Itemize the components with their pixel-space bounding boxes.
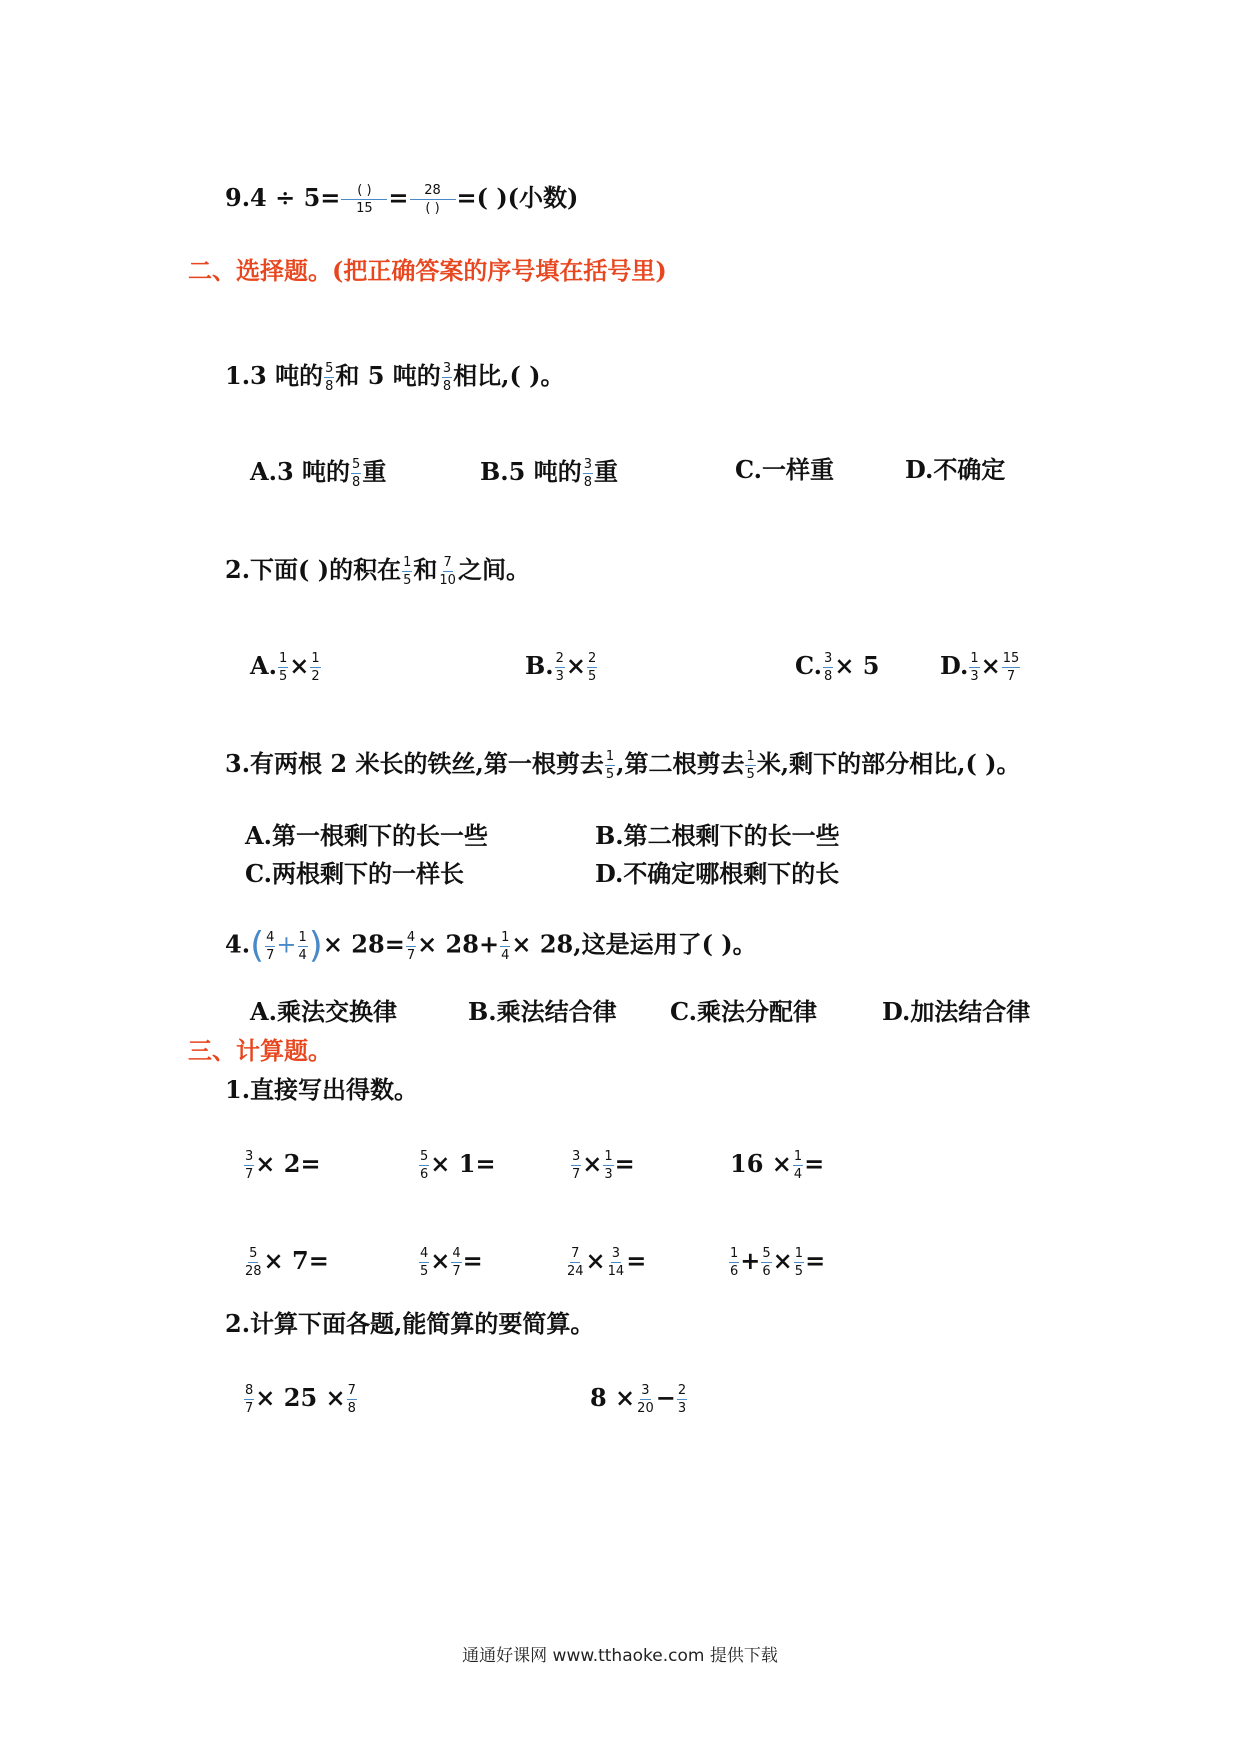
section-title-choice: 二、选择题。(把正确答案的序号填在括号里) — [188, 256, 667, 285]
fraction: $\frac{( )}{15}$ — [341, 184, 387, 215]
choice-3-option-d: D.不确定哪根剩下的长 — [595, 859, 840, 888]
choice-4-option-b: B.乘法结合律 — [468, 997, 617, 1026]
fraction: $\frac{4}{7}$ — [406, 929, 416, 963]
calc-1-expr-5: $\frac{5}{28}$ × 7= — [245, 1246, 329, 1279]
fraction: $\frac{1}{5}$ — [794, 1246, 804, 1279]
fraction: $\frac{4}{5}$ — [420, 1246, 429, 1279]
fraction: $\frac{1}{6}$ — [730, 1246, 739, 1279]
fraction: $\frac{1}{3}$ — [970, 651, 979, 684]
fraction: $\frac{2}{5}$ — [588, 651, 597, 684]
fraction: $\frac{5}{8}$ — [352, 457, 361, 490]
choice-2-option-b: B. $\frac{2}{3}$ × $\frac{2}{5}$ — [525, 651, 597, 684]
fraction: $\frac{8}{7}$ — [245, 1383, 254, 1416]
section-title-calculation: 三、计算题。 — [188, 1036, 332, 1065]
fraction: $\frac{5}{28}$ — [245, 1246, 262, 1279]
choice-2-option-d: D. $\frac{1}{3}$ × $\frac{15}{7}$ — [940, 651, 1020, 684]
fraction: $\frac{4}{7}$ — [266, 929, 275, 963]
fraction: $\frac{5}{6}$ — [762, 1246, 771, 1279]
fraction: $\frac{5}{8}$ — [325, 361, 334, 394]
fraction: $\frac{3}{7}$ — [572, 1149, 581, 1182]
choice-3-option-a: A.第一根剩下的长一些 — [245, 821, 488, 850]
calc-1-expr-2: $\frac{5}{6}$ × 1= — [420, 1149, 496, 1182]
choice-2-option-a: A. $\frac{1}{5}$ × $\frac{1}{2}$ — [250, 651, 320, 684]
calc-2-expr-1: $\frac{8}{7}$ × 25 × $\frac{7}{8}$ — [245, 1383, 356, 1416]
calc-1-expr-1: $\frac{3}{7}$ × 2= — [245, 1149, 321, 1182]
footer-credit: 通通好课网 www.tthaoke.com 提供下载 — [462, 1646, 778, 1666]
fraction: $\frac{1}{5}$ — [278, 651, 288, 684]
choice-4-option-d: D.加法结合律 — [882, 997, 1031, 1026]
fraction: $\frac{1}{4}$ — [298, 929, 307, 963]
fraction: $\frac{7}{10}$ — [439, 555, 456, 588]
choice-1-option-d: D.不确定 — [905, 455, 1006, 484]
calc-2-expr-2: 8 × $\frac{3}{20}$ − $\frac{2}{3}$ — [590, 1383, 687, 1416]
fraction: $\frac{3}{20}$ — [637, 1383, 654, 1416]
calc-2-title: 2.计算下面各题,能简算的要简算。 — [225, 1309, 595, 1338]
calc-1-expr-8: $\frac{1}{6}$ + $\frac{5}{6}$ × $\frac{1}{5}$ = — [730, 1246, 826, 1279]
fraction: $\frac{1}{5}$ — [403, 555, 412, 588]
fraction: $\frac{1}{5}$ — [605, 749, 615, 782]
choice-4-option-c: C.乘法分配律 — [670, 997, 818, 1026]
fraction: $\frac{3}{8}$ — [583, 457, 592, 490]
fraction: $\frac{15}{7}$ — [1002, 651, 1020, 684]
fraction: $\frac{1}{2}$ — [311, 651, 320, 684]
fraction: $\frac{3}{8}$ — [442, 361, 452, 394]
choice-3-question: 3.有两根 2 米长的铁丝,第一根剪去 $\frac{1}{5}$ ,第二根剪去 $\frac{1}{5}$ 米,剩下的部分相比,( )。 — [225, 749, 1021, 782]
calc-1-expr-4: 16 × $\frac{1}{4}$ = — [730, 1149, 825, 1182]
choice-3-option-b: B.第二根剩下的长一些 — [595, 821, 840, 850]
calc-1-expr-7: $\frac{7}{24}$ × $\frac{3}{14}$ = — [567, 1246, 647, 1279]
fraction: $\frac{2}{3}$ — [555, 651, 564, 684]
choice-4-option-a: A.乘法交换律 — [250, 997, 397, 1026]
choice-3-option-c: C.两根剩下的一样长 — [245, 859, 465, 888]
fraction: $\frac{7}{24}$ — [567, 1246, 584, 1279]
fraction: $\frac{3}{7}$ — [245, 1149, 254, 1182]
fraction: $\frac{1}{3}$ — [604, 1149, 613, 1182]
q9-line: 9.4 ÷ 5= $\frac{( )}{15}$ = $\frac{28}{( )}$ =( )(小数) — [225, 183, 579, 216]
fraction: $\frac{7}{8}$ — [347, 1383, 356, 1416]
fraction: $\frac{3}{8}$ — [824, 651, 833, 684]
choice-1-option-b: B.5 吨的 $\frac{3}{8}$ 重 — [480, 457, 618, 490]
choice-1-question: 1.3 吨的 $\frac{5}{8}$ 和 5 吨的 $\frac{3}{8}$ 相比,( )。 — [225, 361, 565, 394]
calc-1-expr-3: $\frac{3}{7}$ × $\frac{1}{3}$ = — [572, 1149, 635, 1182]
fraction: $\frac{4}{7}$ — [452, 1246, 461, 1279]
choice-1-option-a: A.3 吨的 $\frac{5}{8}$ 重 — [250, 457, 387, 490]
calc-1-title: 1.直接写出得数。 — [225, 1075, 419, 1104]
choice-2-question: 2.下面( )的积在 $\frac{1}{5}$ 和 $\frac{7}{10}$ 之间。 — [225, 555, 530, 588]
fraction: $\frac{1}{4}$ — [501, 929, 510, 963]
fraction: $\frac{1}{5}$ — [746, 749, 755, 782]
fraction: $\frac{1}{4}$ — [793, 1149, 803, 1182]
fraction: $\frac{5}{6}$ — [420, 1149, 429, 1182]
calc-1-expr-6: $\frac{4}{5}$ × $\frac{4}{7}$ = — [420, 1246, 483, 1279]
choice-1-option-c: C.一样重 — [735, 455, 835, 484]
fraction: $\frac{2}{3}$ — [677, 1383, 687, 1416]
choice-4-question: 4.( $\frac{4}{7}$ + $\frac{1}{4}$ )× 28= $\frac{4}{7}$ × 28+ $\frac{1}{4}$ × 28,这是运用了( )。 — [225, 925, 757, 966]
fraction: $\frac{3}{14}$ — [607, 1246, 625, 1279]
choice-2-option-c: C. $\frac{3}{8}$ × 5 — [795, 651, 880, 684]
fraction: $\frac{28}{( )}$ — [410, 184, 456, 215]
